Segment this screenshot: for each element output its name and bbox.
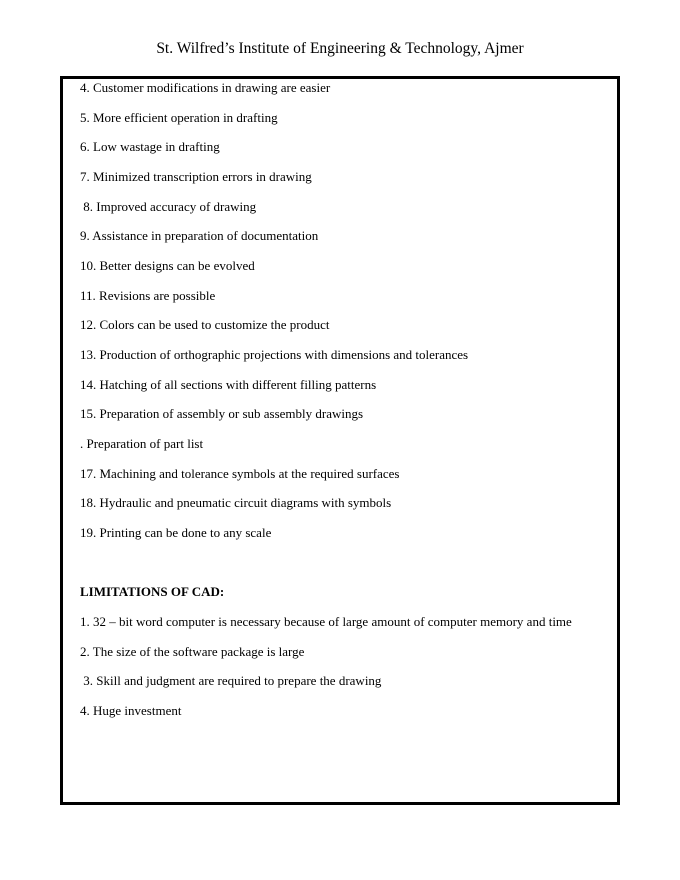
- advantage-item: 8. Improved accuracy of drawing: [80, 199, 257, 214]
- advantage-item: 9. Assistance in preparation of documentation: [80, 228, 319, 243]
- advantage-item: . Preparation of part list: [80, 436, 204, 451]
- advantage-item: 15. Preparation of assembly or sub assembly drawings: [80, 406, 364, 421]
- advantage-item: 18. Hydraulic and pneumatic circuit diagrams with symbols: [80, 495, 392, 510]
- advantage-item: 4. Customer modifications in drawing are easier: [80, 80, 331, 95]
- advantage-item: 17. Machining and tolerance symbols at the required surfaces: [80, 466, 400, 481]
- limitation-item: 2. The size of the software package is large: [80, 644, 305, 659]
- advantage-item: 10. Better designs can be evolved: [80, 258, 255, 273]
- advantage-item: 19. Printing can be done to any scale: [80, 525, 272, 540]
- limitation-item: 3. Skill and judgment are required to prepare the drawing: [80, 673, 382, 688]
- advantage-item: 12. Colors can be used to customize the product: [80, 317, 330, 332]
- advantage-item: 5. More efficient operation in drafting: [80, 110, 278, 125]
- advantage-item: 7. Minimized transcription errors in drawing: [80, 169, 312, 184]
- advantage-item: 14. Hatching of all sections with different filling patterns: [80, 377, 377, 392]
- advantage-item: 11. Revisions are possible: [80, 288, 216, 303]
- advantage-item: 6. Low wastage in drafting: [80, 139, 220, 154]
- limitation-item: 4. Huge investment: [80, 703, 182, 718]
- advantage-item: 13. Production of orthographic projections with dimensions and tolerances: [80, 347, 469, 362]
- page-header-title: St. Wilfred’s Institute of Engineering & Technology, Ajmer: [156, 40, 524, 57]
- limitations-heading: LIMITATIONS OF CAD:: [80, 584, 225, 599]
- limitation-item: 1. 32 – bit word computer is necessary because of large amount of computer memory and time: [80, 614, 572, 629]
